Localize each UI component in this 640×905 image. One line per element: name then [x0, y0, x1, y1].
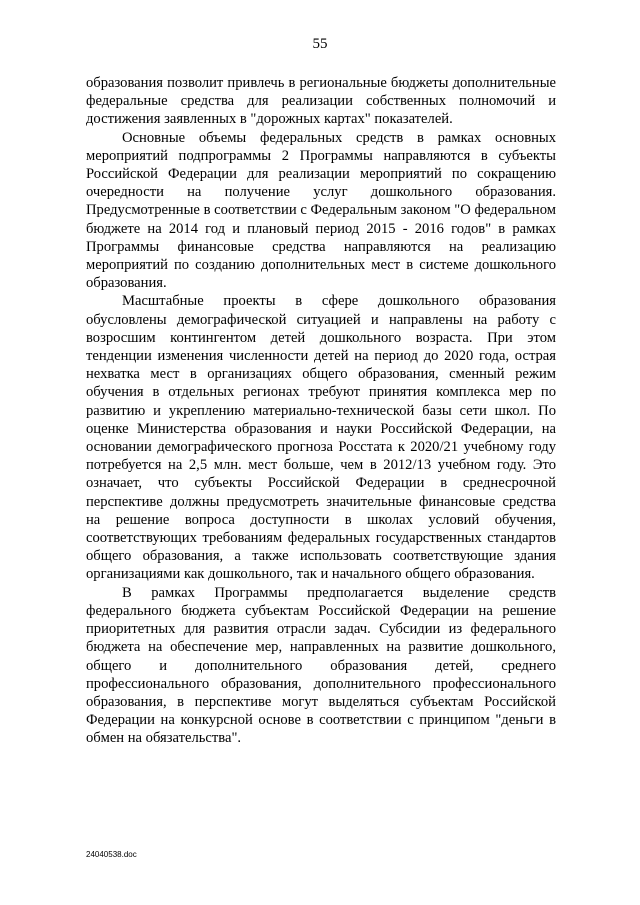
paragraph-2: Основные объемы федеральных средств в рамках основных мероприятий подпрограммы 2 Программы направляются в субъекты Российской Федерации для реализации мероприятий по сокращению очередности на получение услуг дошкольного образования. Предусмотренные в соответствии с Федеральным законом "О федеральном бюджете на 2014 год и плановый период 2015 - 2016 годов" в рамках Программы финансовые средства направляются на реализацию мероприятий по созданию дополнительных мест в системе дошкольного образования.	[86, 129, 556, 292]
document-body	[86, 74, 556, 748]
paragraph-4: В рамках Программы предполагается выделение средств федерального бюджета субъектам Российской Федерации на решение приоритетных для развития отрасли задач. Субсидии из федерального бюджета на обеспечение мер, направленных на развитие дошкольного, общего и дополнительного образования детей, среднего профессионального образования, дополнительного профессионального образования, в перспективе могут выделяться субъектам Российской Федерации на конкурсной основе в соответствии с принципом "деньги в обмен на обязательства".	[86, 584, 556, 747]
paragraph-3: Масштабные проекты в сфере дошкольного образования обусловлены демографической ситуацией и направлены на работу с возросшим контингентом детей дошкольного возраста. При этом тенденции изменения численности детей на период до 2020 года, острая нехватка мест в организациях общего образования, сменный режим обучения в отдельных регионах требуют принятия комплекса мер по развитию и укреплению материально-технической базы сети школ. По оценке Министерства образования и науки Российской Федерации, на основании демографического прогноза Росстата к 2020/21 учебному году потребуется на 2,5 млн. мест больше, чем в 2012/13 учебном году. Это означает, что субъекты Российской Федерации в среднесрочной перспективе должны предусмотреть значительные финансовые средства на решение вопроса доступности в школах условий обучения, соответствующих требованиям федеральных государственных стандартов общего образования, а также использовать соответствующие здания организациями как дошкольного, так и начального общего образования.	[86, 293, 556, 583]
page-number: 55	[312, 36, 328, 52]
footer-filename: 24040538.doc	[86, 850, 137, 859]
paragraph-1: образования позволит привлечь в региональные бюджеты дополнительные федеральные средства для реализации собственных полномочий и достижения заявленных в "дорожных картах" показателей.	[86, 75, 556, 128]
